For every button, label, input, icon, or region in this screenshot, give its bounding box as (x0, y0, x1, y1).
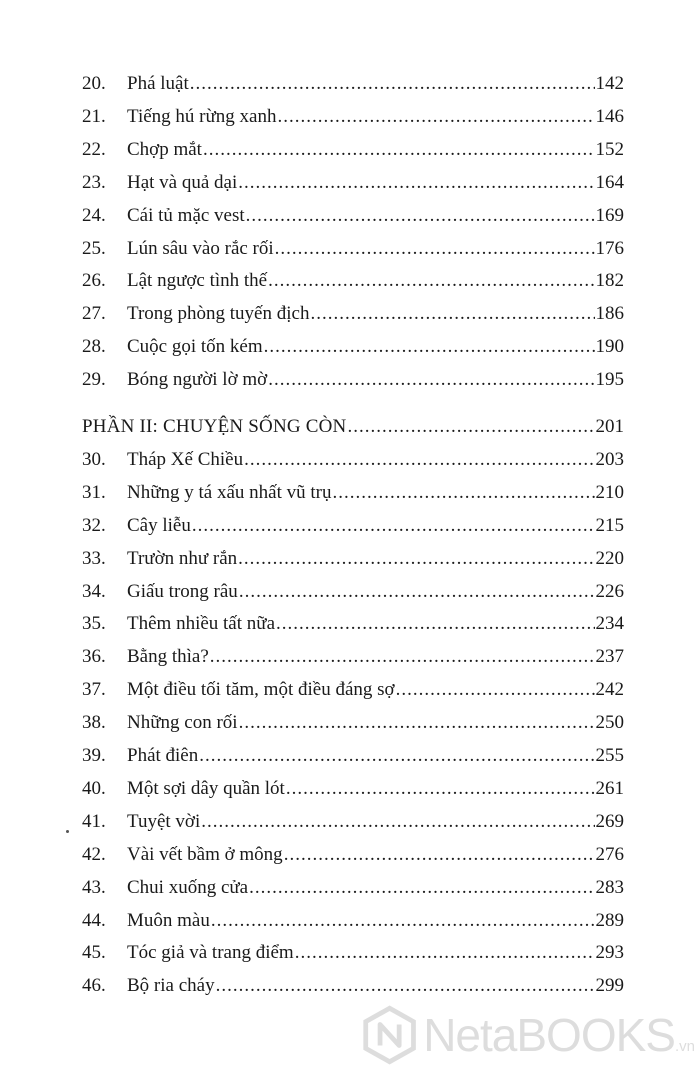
toc-page-number: 210 (595, 481, 624, 503)
toc-page-number: 261 (595, 777, 624, 799)
toc-leader-dots (210, 641, 595, 673)
toc-entry-title: Cái tủ mặc vest (127, 204, 245, 226)
toc-leader-dots (284, 839, 595, 871)
toc-entry (82, 576, 624, 608)
toc-entry-title: Chui xuống cửa (127, 876, 249, 898)
toc-entry-title: Phát điên (127, 745, 199, 766)
toc-entry (82, 477, 624, 509)
toc-entry (82, 707, 624, 739)
toc-entry-number: 41. (82, 810, 106, 832)
toc-page-number: 195 (595, 369, 624, 391)
toc-entry (82, 331, 624, 363)
toc-entry-number: 25. (82, 237, 106, 259)
toc-entry-title: Những y tá xấu nhất vũ trụ (127, 481, 332, 503)
toc-entry-title: Một điều tối tăm, một điều đáng sợ (127, 679, 395, 701)
toc-page-number: 276 (595, 843, 624, 865)
toc-part-title: PHẦN II: CHUYỆN SỐNG CÒN (82, 416, 347, 437)
toc-page-number: 142 (595, 73, 624, 94)
toc-entry-number: 35. (82, 613, 106, 635)
toc-entry-title: Trong phòng tuyến địch (127, 303, 310, 325)
toc-entry-title: Vài vết bầm ở mông (127, 843, 283, 865)
toc-leader-dots (249, 872, 594, 904)
toc-leader-dots (268, 364, 594, 396)
toc-entry (82, 674, 624, 706)
toc-leader-dots (286, 773, 595, 805)
toc-page-number: 182 (595, 270, 624, 292)
watermark-brand: NetaBOOKS (423, 1009, 675, 1061)
toc-entry-title: Thêm nhiều tất nữa (127, 613, 276, 635)
toc-entry-title: Muôn màu (127, 909, 210, 931)
toc-leader-dots (203, 134, 595, 166)
toc-leader-dots (347, 411, 594, 443)
toc-entry-number: 20. (82, 73, 106, 94)
toc-entry (82, 608, 624, 640)
toc-page-number: 169 (595, 204, 624, 226)
toc-entry-title: Bằng thìa? (127, 646, 209, 668)
toc-page-number: 242 (595, 679, 624, 701)
toc-entry-title: Bóng người lờ mờ (127, 369, 268, 391)
toc-entry (82, 773, 624, 805)
toc-entry-number: 45. (82, 942, 106, 964)
toc-entry-title: Chợp mắt (127, 138, 202, 160)
watermark (360, 1000, 695, 1070)
toc-entry-number: 32. (82, 514, 106, 536)
toc-page-number: 201 (595, 416, 624, 437)
toc-page-number: 176 (595, 237, 624, 259)
toc-entry (82, 364, 624, 396)
toc-entry-title: Lật ngược tình thế (127, 270, 268, 292)
toc-leader-dots (268, 265, 594, 297)
toc-leader-dots (239, 576, 595, 608)
toc-leader-dots (396, 674, 595, 706)
toc-entry (82, 641, 624, 673)
toc-entry-number: 44. (82, 909, 106, 931)
toc-entry (82, 101, 624, 133)
toc-page-number: 293 (595, 942, 624, 964)
toc-leader-dots (310, 298, 594, 330)
toc-entry-title: Tháp Xế Chiều (127, 448, 244, 470)
toc-page-number: 255 (595, 745, 624, 766)
toc-leader-dots (276, 608, 594, 640)
toc-entry (82, 200, 624, 232)
toc-page-number: 152 (595, 138, 624, 160)
toc-entry-number: 22. (82, 138, 106, 160)
toc-page-number: 186 (595, 303, 624, 325)
toc-entry-number: 36. (82, 646, 106, 668)
toc-leader-dots (192, 510, 595, 542)
toc-entry-number: 37. (82, 679, 106, 701)
toc-entry-title: Giấu trong râu (127, 580, 238, 602)
toc-entry (82, 167, 624, 199)
toc-entry-number: 28. (82, 336, 106, 358)
toc-entry-number: 40. (82, 777, 106, 799)
toc-leader-dots (199, 740, 594, 772)
toc-entry-title: Trườn như rắn (127, 547, 238, 569)
toc-leader-dots (244, 444, 594, 476)
toc-entry-title: Phá luật (127, 73, 189, 94)
toc-entry-number: 30. (82, 448, 106, 470)
toc-page-number: 190 (595, 336, 624, 358)
toc-leader-dots (201, 806, 594, 838)
toc-page-number: 203 (595, 448, 624, 470)
toc-entry-number: 31. (82, 481, 106, 503)
toc-entry (82, 265, 624, 297)
n-logo-icon (360, 1004, 419, 1066)
toc-entry (82, 134, 624, 166)
toc-entry-number: 33. (82, 547, 106, 569)
toc-entry-number: 42. (82, 843, 106, 865)
toc-leader-dots (295, 937, 595, 969)
toc-entry (82, 740, 624, 772)
toc-page-number: 226 (595, 580, 624, 602)
toc-leader-dots (238, 543, 594, 575)
toc-page-number: 215 (595, 514, 624, 536)
toc-page-number: 269 (595, 810, 624, 832)
toc-page-number: 220 (595, 547, 624, 569)
toc-entry-number: 38. (82, 712, 106, 734)
toc-entry (82, 839, 624, 871)
toc-entry-number: 24. (82, 204, 106, 226)
watermark-text (423, 1008, 695, 1062)
toc-page-number: 283 (595, 876, 624, 898)
toc-page-number: 146 (595, 105, 624, 127)
toc-leader-dots (190, 68, 595, 100)
toc-entry-number: 27. (82, 303, 106, 325)
toc-leader-dots (264, 331, 595, 363)
toc-entry-number: 29. (82, 369, 106, 391)
toc-leader-dots (332, 477, 594, 509)
toc-entry-number: 34. (82, 580, 106, 602)
toc-entry-title: Tiếng hú rừng xanh (127, 105, 277, 127)
toc-entry-title: Một sợi dây quần lót (127, 777, 285, 799)
toc-entry (82, 970, 624, 1002)
toc-entry (82, 937, 624, 969)
toc-entry (82, 543, 624, 575)
toc-entry (82, 233, 624, 265)
toc-entry (82, 510, 624, 542)
toc-leader-dots (211, 905, 595, 937)
toc-entry-number: 46. (82, 975, 106, 997)
toc-page-number: 234 (595, 613, 624, 635)
print-speck (66, 830, 69, 833)
toc-entry (82, 444, 624, 476)
toc-leader-dots (275, 233, 595, 265)
toc-entry-number: 43. (82, 876, 106, 898)
toc-page-number: 237 (595, 646, 624, 668)
toc-entry (82, 68, 624, 100)
toc-entry-title: Tuyệt vời (127, 810, 201, 832)
toc-leader-dots (246, 200, 595, 232)
toc-entry (82, 806, 624, 838)
toc-page-number: 289 (595, 909, 624, 931)
toc-entry (82, 872, 624, 904)
toc-entry-title: Những con rối (127, 712, 238, 734)
toc-entry-title: Cuộc gọi tốn kém (127, 336, 263, 358)
toc-entry-number: 39. (82, 745, 106, 766)
toc-entry-title: Lún sâu vào rắc rối (127, 237, 274, 259)
watermark-suffix: .vn (674, 1038, 695, 1055)
toc-leader-dots (277, 101, 594, 133)
toc-entry-number: 23. (82, 171, 106, 193)
toc-page-number: 250 (595, 712, 624, 734)
toc-leader-dots (238, 167, 594, 199)
toc-entry-number: 21. (82, 105, 106, 127)
toc-entry (82, 298, 624, 330)
toc-page-number: 299 (595, 975, 624, 997)
toc-entry-title: Tóc giả và trang điểm (127, 942, 294, 964)
toc-entry-title: Hạt và quả dại (127, 171, 238, 193)
toc-page-number: 164 (595, 171, 624, 193)
toc-entry-number: 26. (82, 270, 106, 292)
toc-part-heading (82, 411, 624, 443)
toc-entry-title: Bộ ria cháy (127, 975, 215, 997)
toc-leader-dots (216, 970, 595, 1002)
toc-leader-dots (239, 707, 595, 739)
toc-entry-title: Cây liễu (127, 514, 191, 536)
toc-entry (82, 905, 624, 937)
